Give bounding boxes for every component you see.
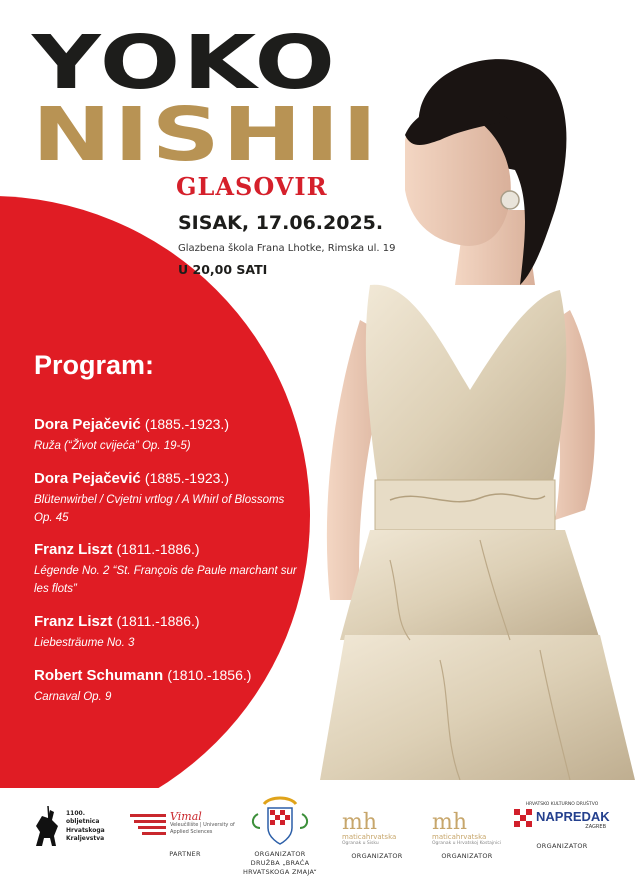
napredak-logo: HRVATSKO KULTURNO DRUŠTVO NAPREDAK ZAGREB ORGANIZATOR xyxy=(512,802,612,878)
instrument-title: GLASOVIR xyxy=(176,172,328,201)
matica-hrvatska-kostajnica-logo: mh maticahrvatska Ogranak u Hrvatskoj Kostajnici ORGANIZATOR xyxy=(432,810,502,860)
organizer-caption: ORGANIZATOR xyxy=(254,850,306,858)
composer-name: Franz Liszt (1811.-1886.) xyxy=(34,613,200,631)
work-title: Légende No. 2 “St. François de Paule marchant sur les flots” xyxy=(34,565,297,596)
concert-time: U 20,00 SATI xyxy=(178,262,268,277)
composer-years: (1885.-1923.) xyxy=(144,416,229,432)
checker-icon xyxy=(514,809,534,829)
matica-hrvatska-sisak-logo: mh maticahrvatska Ogranak u Sisku ORGANIZATOR xyxy=(342,810,412,880)
program-item xyxy=(34,416,304,456)
work-title: Ruža (“Život cvijeća” Op. 19-5) xyxy=(34,440,191,452)
organizer-caption: ORGANIZATOR xyxy=(441,852,493,860)
organizer-caption: ORGANIZATOR xyxy=(351,852,403,860)
druzba-name: DRUŽBA „BRAĆA HRVATSKOGA ZMAJA“ xyxy=(242,859,318,877)
concert-date: SISAK, 17.06.2025. xyxy=(178,212,384,234)
composer-name: Franz Liszt (1811.-1886.) xyxy=(34,541,200,559)
program-item xyxy=(34,541,304,599)
mh-mark: mh xyxy=(432,810,468,835)
program-item xyxy=(34,613,304,653)
work-title: Carnaval Op. 9 xyxy=(34,690,112,703)
mh-mark: mh xyxy=(342,810,378,835)
performer-last-name: NISHII xyxy=(32,92,380,178)
vimal-stripes-icon xyxy=(130,810,166,836)
napredak-wordmark: NAPREDAK xyxy=(536,809,610,824)
program-item xyxy=(34,470,304,528)
performer-first-name: YOKO xyxy=(32,20,338,106)
dragon-crest-icon xyxy=(240,794,320,848)
composer-name: Robert Schumann (1810.-1856.) xyxy=(34,666,252,684)
organizer-caption: ORGANIZATOR xyxy=(536,842,588,850)
work-title: Liebesträume No. 3 xyxy=(34,637,135,650)
program-heading: Program: xyxy=(34,350,155,380)
work-title: Blütenwirbel / Cvjetni vrtlog / A Whirl of Blossoms Op. 45 xyxy=(34,493,285,524)
concert-venue: Glazbena škola Frana Lhotke, Rimska ul. 19 xyxy=(178,243,396,254)
kingdom-anniversary-logo: 1100. obljetnica Hrvatskoga Kraljevstva xyxy=(30,802,110,858)
knight-icon xyxy=(30,802,62,850)
program-item xyxy=(34,667,304,707)
sponsor-footer xyxy=(0,788,640,890)
program-list xyxy=(34,416,304,721)
composer-years: (1885.-1923.) xyxy=(144,469,229,486)
composer-name: Dora Pejačević (1885.-1923.) xyxy=(34,416,229,433)
composer-years: (1811.-1886.) xyxy=(116,541,200,558)
composer-years: (1810.-1856.) xyxy=(167,666,252,683)
composer-name: Dora Pejačević (1885.-1923.) xyxy=(34,469,229,487)
partner-caption: PARTNER xyxy=(169,850,201,858)
vimal-logo: Vimal Veleučilište | University of Applied Sciences PARTNER xyxy=(130,810,240,870)
composer-years: (1811.-1886.) xyxy=(116,613,200,630)
druzba-crest-logo xyxy=(240,794,320,878)
